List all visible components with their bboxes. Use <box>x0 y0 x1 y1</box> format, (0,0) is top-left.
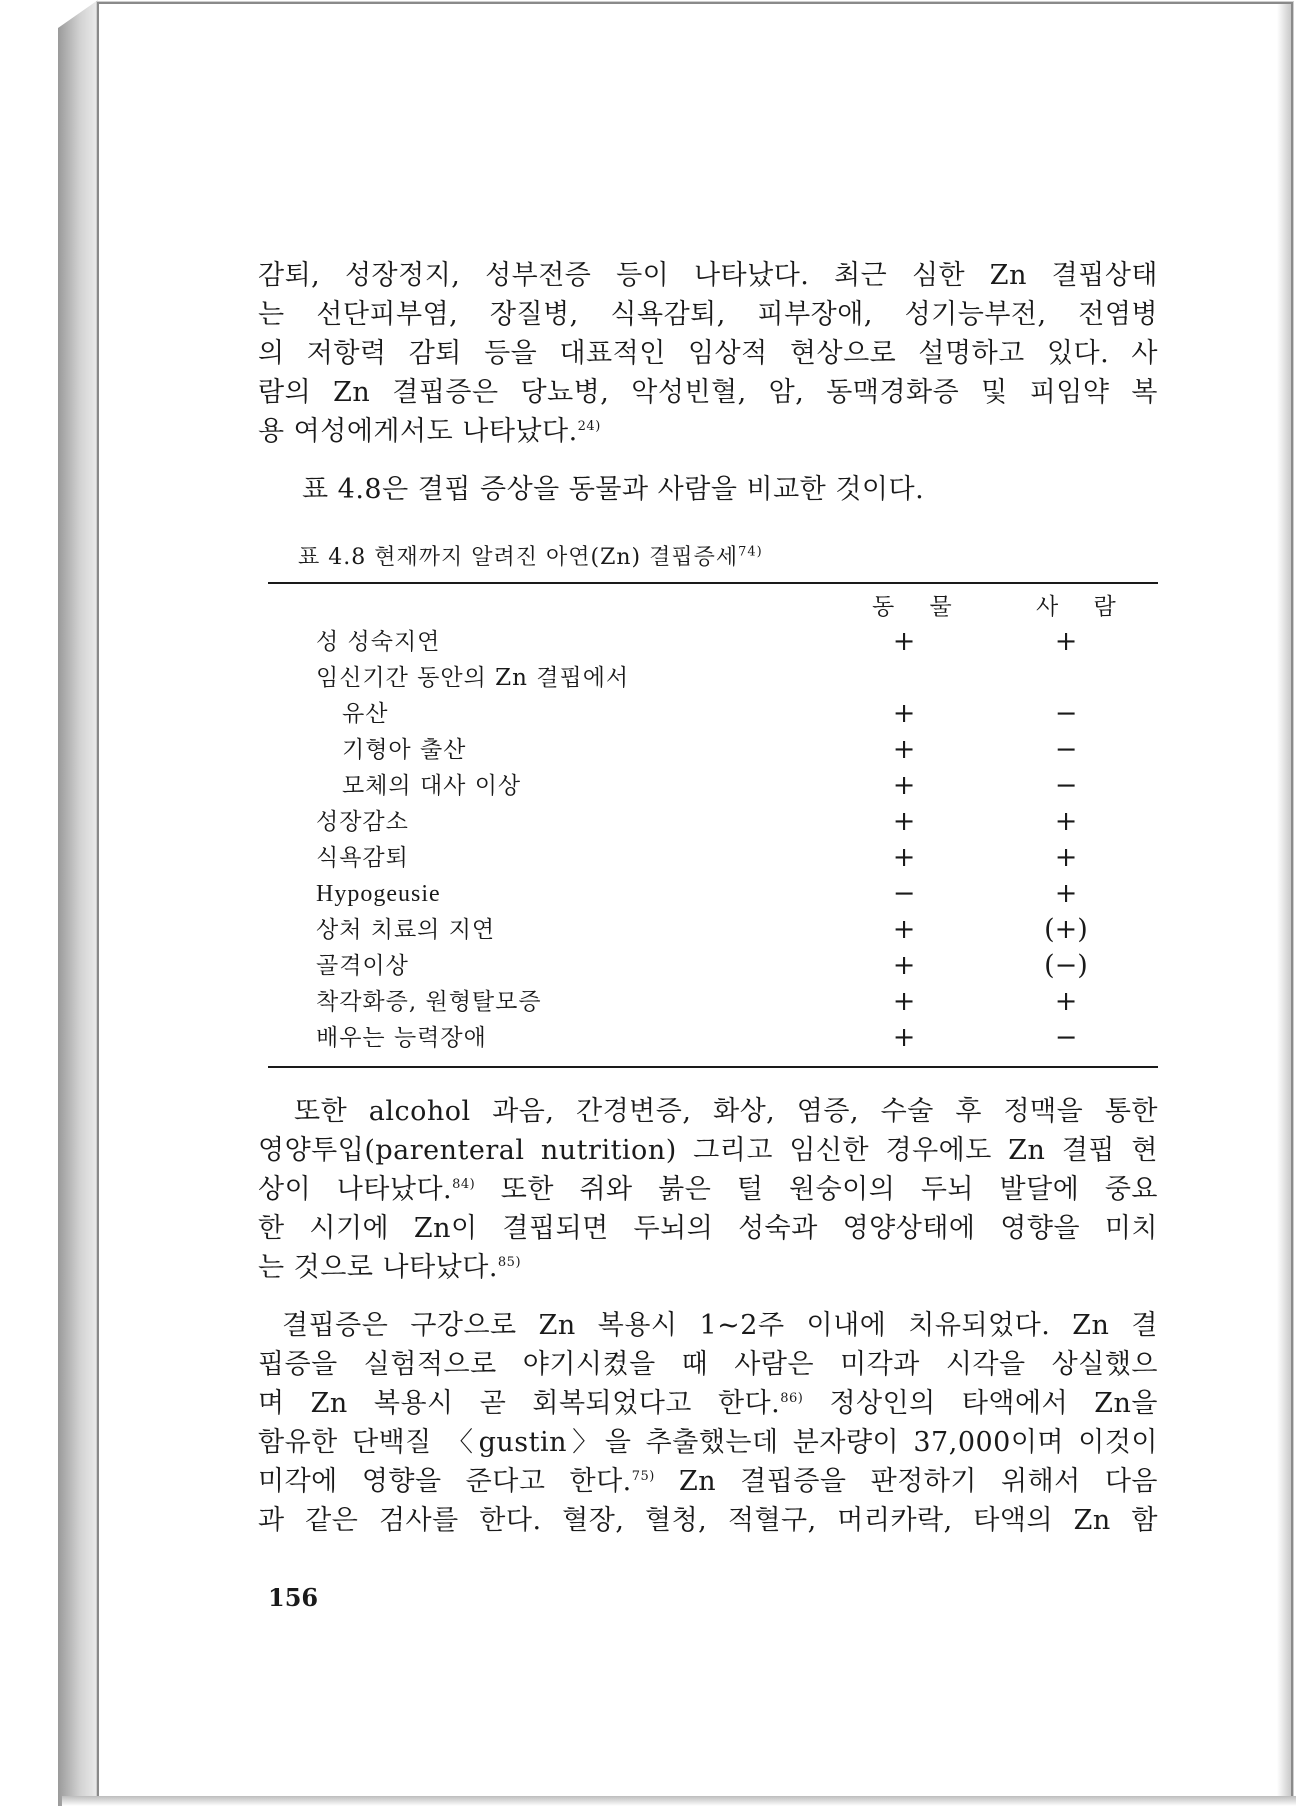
paragraph-2: 표 4.8은 결핍 증상을 동물과 사람을 비교한 것이다. <box>302 474 925 505</box>
table-row: 상처 치료의 지연 + (+) <box>316 914 1088 945</box>
column-header-animal: 동 물 <box>872 594 966 620</box>
text-line: 결핍증은 구강으로 Zn 복용시 1~2주 이내에 치유되었다. Zn 결 <box>282 1310 1158 1341</box>
text-line: 또한 alcohol 과음, 간경변증, 화상, 염증, 수술 후 정맥을 통한 <box>294 1096 1158 1127</box>
text-line: 람의 Zn 결핍증은 당뇨병, 악성빈혈, 암, 동맥경화증 및 피임약 복 <box>258 377 1158 408</box>
table-row: Hypogeusie − + <box>316 878 1078 909</box>
text-line: 의 저항력 감퇴 등을 대표적인 임상적 현상으로 설명하고 있다. 사 <box>258 338 1158 369</box>
column-header-human: 사 람 <box>1036 594 1130 620</box>
page-edge <box>1277 4 1291 1798</box>
footnote-ref: 24) <box>577 419 601 434</box>
table-row: 성장감소 + + <box>316 806 1078 837</box>
table-row: 식욕감퇴 + + <box>316 842 1078 873</box>
footnote-ref: 84) <box>452 1177 476 1192</box>
footnote-ref: 86) <box>780 1391 804 1406</box>
text-line: 핍증을 실험적으로 야기시켰을 때 사람은 미각과 시각을 상실했으 <box>258 1349 1158 1380</box>
text-line: 며 Zn 복용시 곧 회복되었다고 한다.$^{86)}$ 정상인의 타액에서 Zn을 <box>258 1388 1158 1419</box>
page-shadow <box>62 1796 1296 1806</box>
paragraph-1 <box>258 256 1158 451</box>
text-line: 미각에 영향을 준다고 한다.$^{75)}$ Zn 결핍증을 판정하기 위해서 다음 <box>258 1466 1158 1497</box>
table-row: 유산 + − <box>342 698 1078 729</box>
text-line: 감퇴, 성장정지, 성부전증 등이 나타났다. 최근 심한 Zn 결핍상태 <box>258 260 1158 291</box>
table-top-rule <box>268 582 1158 584</box>
table-row: 기형아 출산 + − <box>342 734 1078 765</box>
text-line: 용 여성에게서도 나타났다.$^{24)}$ <box>258 416 601 447</box>
text-line: 영양투입(parenteral nutrition) 그리고 임신한 경우에도 Zn 결핍 현 <box>258 1135 1158 1166</box>
page-number: 156 <box>268 1583 319 1612</box>
table-caption: 표 4.8 현재까지 알려진 아연(Zn) 결핍증세$^{74)}$ <box>298 544 763 570</box>
table-bottom-rule <box>268 1066 1158 1068</box>
text-line: 는 것으로 나타났다.$^{85)}$ <box>258 1252 522 1283</box>
table-row: 배우는 능력장애 + − <box>316 1022 1078 1053</box>
text-line: 는 선단피부염, 장질병, 식욕감퇴, 피부장애, 성기능부전, 전염병 <box>258 299 1158 330</box>
text-line: 상이 나타났다.$^{84)}$ 또한 쥐와 붉은 털 원숭이의 두뇌 발달에 중요 <box>258 1174 1158 1205</box>
book-spine <box>58 0 98 1806</box>
table-row: 착각화증, 원형탈모증 + + <box>316 986 1078 1017</box>
footnote-ref: 85) <box>497 1255 522 1270</box>
table-row: 모체의 대사 이상 + − <box>342 770 1078 801</box>
paragraph-4 <box>258 1306 1158 1540</box>
table-row: 골격이상 + (−) <box>316 950 1088 981</box>
paragraph-3 <box>258 1092 1158 1287</box>
table-row: 성 성숙지연 + + <box>316 626 1078 657</box>
text-line: 함유한 단백질 〈gustin〉을 추출했는데 분자량이 37,000이며 이것이 <box>258 1427 1158 1458</box>
table-row: 임신기간 동안의 Zn 결핍에서 <box>316 665 630 691</box>
text-line: 한 시기에 Zn이 결핍되면 두뇌의 성숙과 영양상태에 영향을 미치 <box>258 1213 1158 1244</box>
footnote-ref: 74) <box>738 544 763 560</box>
text-line: 과 같은 검사를 한다. 혈장, 혈청, 적혈구, 머리카락, 타액의 Zn 함 <box>258 1505 1158 1536</box>
footnote-ref: 75) <box>631 1469 655 1484</box>
